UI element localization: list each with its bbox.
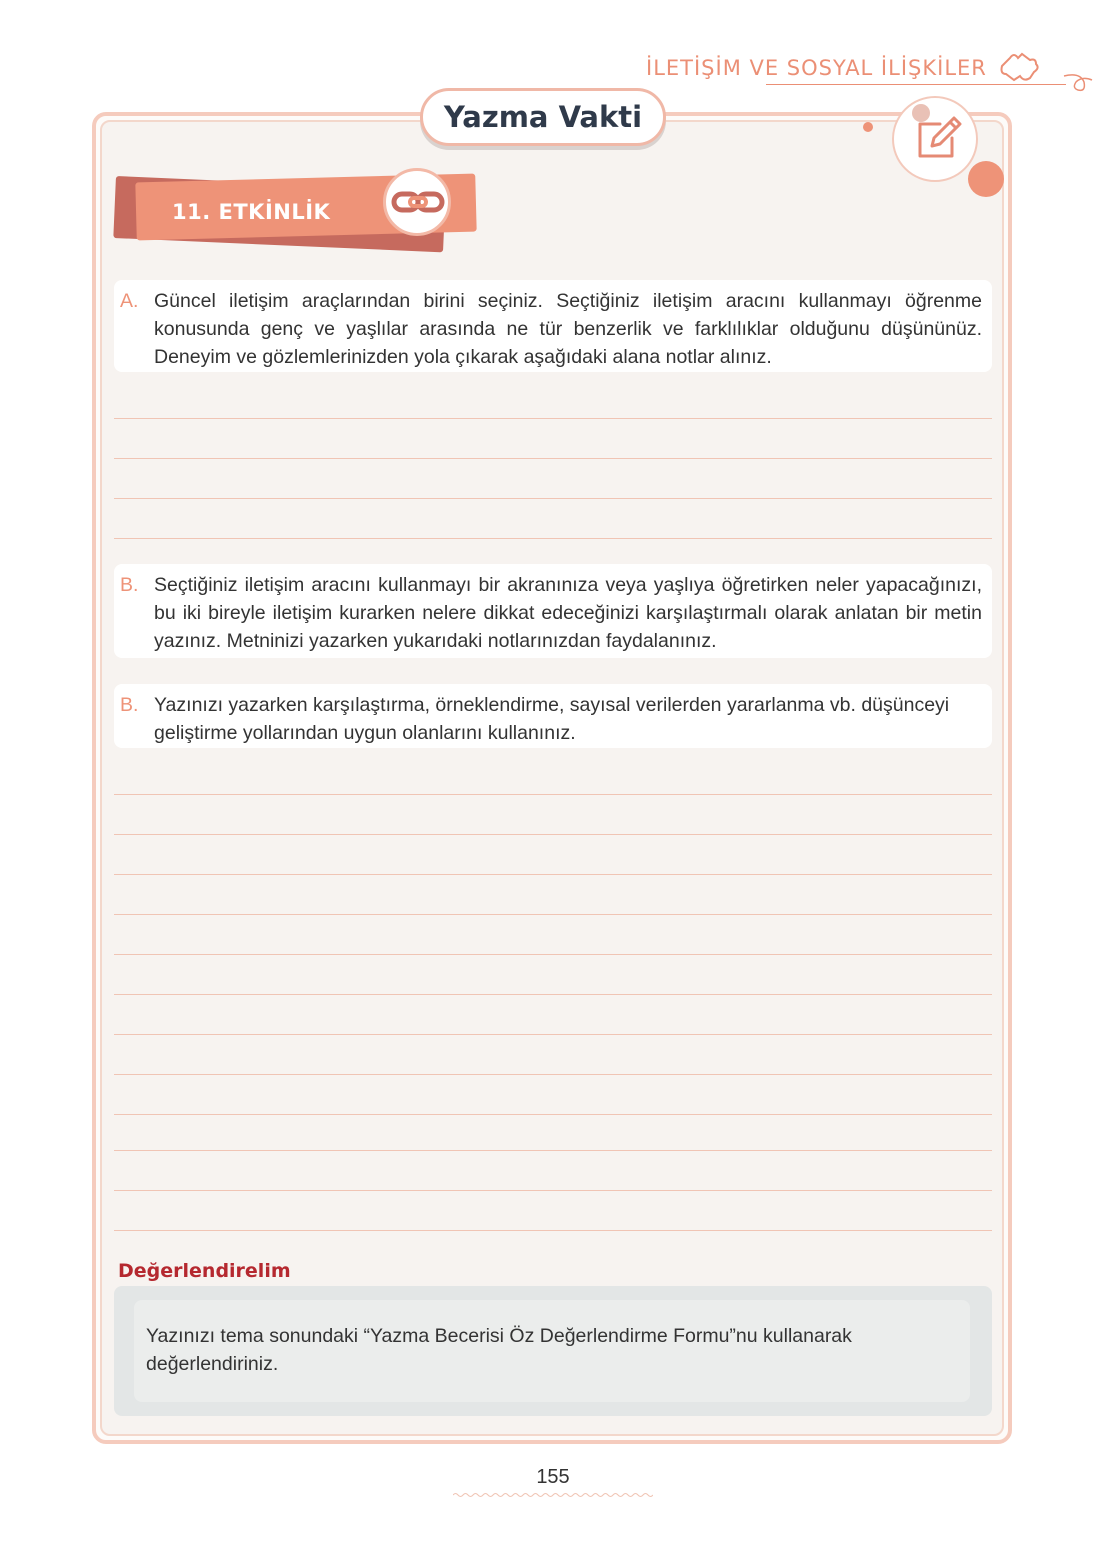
- writing-line[interactable]: [114, 794, 992, 795]
- evaluation-title: Değerlendirelim: [118, 1260, 291, 1282]
- writing-line[interactable]: [114, 914, 992, 915]
- puzzle-icon: [996, 46, 1044, 86]
- writing-line[interactable]: [114, 418, 992, 419]
- writing-line[interactable]: [114, 994, 992, 995]
- decor-dot-big: [968, 161, 1004, 197]
- section-title: İLETİŞİM VE SOSYAL İLİŞKİLER: [646, 56, 987, 80]
- writing-line[interactable]: [114, 1114, 992, 1115]
- writing-line[interactable]: [114, 538, 992, 539]
- task-a-box: [114, 280, 992, 372]
- writing-line[interactable]: [114, 874, 992, 875]
- writing-line[interactable]: [114, 1190, 992, 1191]
- chain-link-icon: [390, 182, 446, 222]
- writing-line[interactable]: [114, 954, 992, 955]
- pencil-note-icon: [910, 110, 966, 166]
- writing-line[interactable]: [114, 1150, 992, 1151]
- writing-line[interactable]: [114, 834, 992, 835]
- task-letter: B.: [120, 694, 139, 716]
- task-letter: B.: [120, 574, 139, 596]
- page-number-wave-decoration: [453, 1492, 653, 1498]
- task-text: Yazınızı yazarken karşılaştırma, örneklendirme, sayısal verilerden yararlanma vb. düşünceyi geliştirme yollarından uygun olanlarını kullanınız.: [154, 694, 950, 744]
- page-title: Yazma Vakti: [420, 88, 666, 146]
- task-text: Seçtiğiniz iletişim aracını kullanmayı bir akranınıza veya yaşlıya öğretirken neler yapacağınızı, bu iki bireyle iletişim kurarken nelere dikkat edeceğinizi karşılaştırmalı olarak anlatan bir metin yazınız. Metninizi yazarken yukarıdaki notlarınızdan faydalanınız.: [154, 574, 982, 652]
- writing-line[interactable]: [114, 1074, 992, 1075]
- decor-dot-small: [863, 122, 873, 132]
- task-text: Güncel iletişim araçlarından birini seçiniz. Seçtiğiniz iletişim aracını kullanmayı öğrenme konusunda genç ve yaşlılar arasında ne tür benzerlik ve farklılıklar olduğunu düşününüz. Deneyim ve gözlemlerinizden yola çıkarak aşağıdaki alana notlar alınız.: [154, 290, 982, 368]
- writing-line[interactable]: [114, 458, 992, 459]
- task-letter: A.: [120, 290, 139, 312]
- writing-line[interactable]: [114, 1230, 992, 1231]
- writing-line[interactable]: [114, 1034, 992, 1035]
- page-number: 155: [536, 1466, 570, 1488]
- activity-label: 11. ETKİNLİK: [172, 200, 331, 224]
- swirl-decoration-icon: [1062, 62, 1102, 102]
- evaluation-text: Yazınızı tema sonundaki “Yazma Becerisi Öz Değerlendirme Formu”nu kullanarak değerlendiriniz.: [134, 1300, 970, 1402]
- task-b-box: [114, 564, 992, 658]
- writing-line[interactable]: [114, 498, 992, 499]
- task-b2-box: [114, 684, 992, 748]
